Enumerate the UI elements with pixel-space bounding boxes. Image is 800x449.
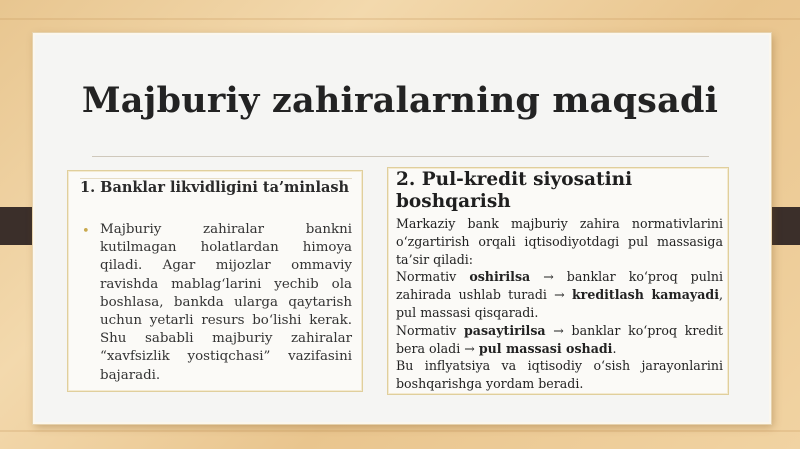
emphasis-text: pul massasi oshadi — [478, 340, 613, 356]
text-run: → banklar ko‘proq pulni zahirada ushlab turadi → — [396, 269, 724, 303]
wood-grain — [0, 18, 800, 20]
right-card-paragraph-4: Bu inflyatsiya va iqtisodiy o‘sish jarayonlarini boshqarishga yordam beradi. — [396, 358, 723, 392]
wood-grain — [0, 430, 800, 432]
left-card-bullet-text: Majburiy zahiralar bankni kutilmagan holatlardan himoya qiladi. Agar mijozlar ommaviy ravishda mablag‘larini yechib ola boshlasa, bankda ularga qaytarish uchun yetarli resurs bo‘lishi kerak. Shu sababli majburiy zahiralar “xavfsizlik yostiqchasi” vazifasini bajaradi. — [100, 222, 352, 383]
slide-title: Majburiy zahiralarning maqsadi — [81, 80, 719, 121]
left-card-heading: 1. Banklar likvidligini ta’minlash — [80, 178, 352, 196]
right-card-body — [396, 215, 723, 393]
bullet-icon: • — [82, 224, 90, 239]
right-card-heading: 2. Pul-kredit siyosatini boshqarish — [396, 169, 633, 212]
text-run: , pul massasi qisqaradi. — [396, 287, 723, 320]
right-card-paragraph-1: Markaziy bank majburiy zahira normativlarini o‘zgartirish orqali iqtisodiyotdagi pul massasiga ta’sir qiladi: — [396, 216, 723, 267]
right-card-paragraph-3 — [396, 322, 723, 358]
emphasis-text: pasaytirilsa — [463, 322, 546, 338]
text-run: → banklar ko‘proq kredit bera oladi → — [396, 322, 723, 356]
text-run: Normativ — [396, 269, 470, 285]
right-card — [387, 167, 729, 395]
title-divider — [92, 156, 709, 157]
emphasis-text: oshirilsa — [469, 269, 531, 285]
left-card — [67, 170, 363, 392]
right-card-paragraph-2 — [396, 268, 723, 321]
emphasis-text: kreditlash kamayadi — [571, 287, 719, 303]
text-run: . — [612, 340, 617, 356]
text-run: Normativ — [396, 322, 464, 338]
